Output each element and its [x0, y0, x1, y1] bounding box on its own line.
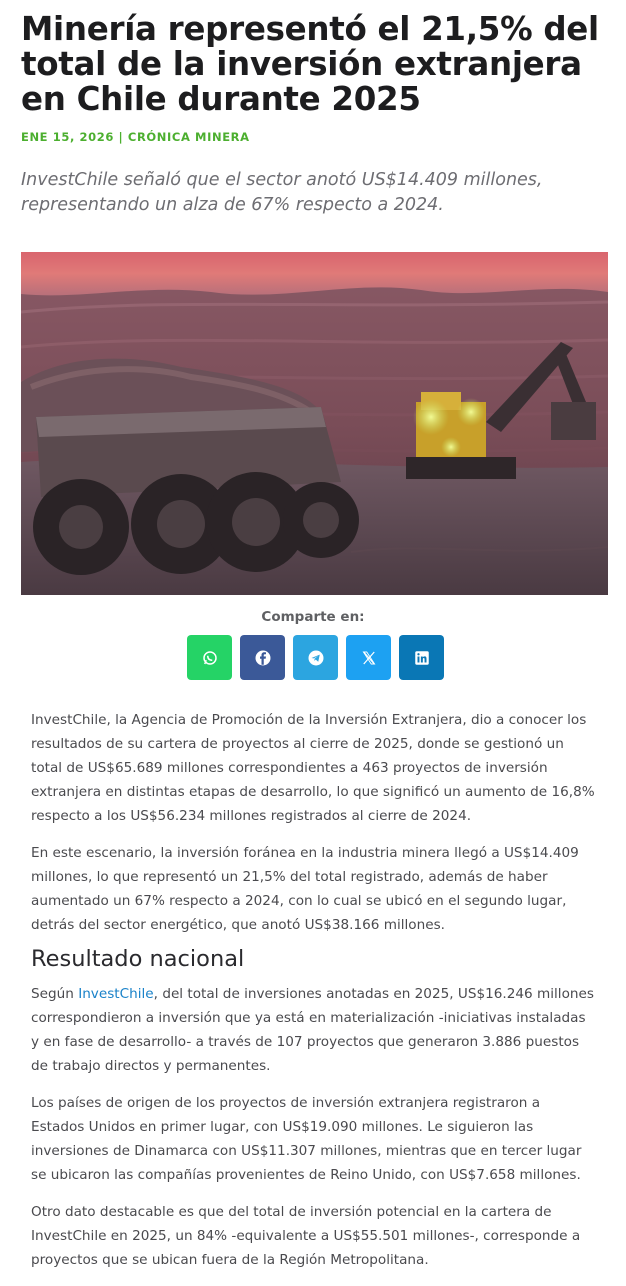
body-paragraph-5: Otro dato destacable es que del total de inversión potencial en la cartera de InvestChile en 2025, un 84% -equivalente a US$55.501 millones-, corresponde a proyectos que se ubican fuera de la Región Metropolitana. [31, 1204, 581, 1268]
share-facebook-button[interactable] [240, 635, 285, 680]
article-lead: InvestChile señaló que el sector anotó US$14.409 millones, representando un alza de 67% respecto a 2024. [21, 170, 543, 215]
p3-text-before: Según [31, 986, 79, 1002]
section-heading: Resultado nacional [31, 946, 245, 972]
investchile-link[interactable]: InvestChile [78, 986, 154, 1002]
share-telegram-button[interactable] [293, 635, 338, 680]
article-title: Minería representó el 21,5% del total de la inversión extranjera en Chile durante 2025 [21, 10, 599, 118]
body-paragraph-2: En este escenario, la inversión foránea en la industria minera llegó a US$14.409 millones, lo que representó un 21,5% del total registrado, además de haber aumentado un 67% respecto a 2024, con lo cual se ubicó en el segundo lugar, detrás del sector energético, que anotó US$38.166 millones. [31, 845, 579, 933]
hero-image [21, 252, 608, 595]
share-label: Comparte en: [261, 609, 365, 625]
linkedin-icon [413, 649, 431, 667]
telegram-icon [307, 649, 325, 667]
share-buttons [187, 635, 444, 680]
body-paragraph-3 [31, 982, 596, 1078]
body-paragraph-4: Los países de origen de los proyectos de inversión extranjera registraron a Estados Unidos en primer lugar, con US$19.090 millones. Le siguieron las inversiones de Dinamarca con US$11.307 millones, mientras que en tercer lugar se ubicaron las compañías provenientes de Reino Unido, con US$7.658 millones. [31, 1095, 582, 1183]
facebook-icon [254, 649, 272, 667]
share-whatsapp-button[interactable] [187, 635, 232, 680]
share-linkedin-button[interactable] [399, 635, 444, 680]
share-x-button[interactable] [346, 635, 391, 680]
whatsapp-icon [201, 649, 219, 667]
x-icon [360, 649, 378, 667]
p3-text-after: , del total de inversiones anotadas en 2025, US$16.246 millones correspondieron a inversión que ya está en materialización -iniciativas instaladas y en fase de desarrollo- a través de 107 proyectos que generaron 3.886 puestos de trabajo directos y permanentes. [31, 986, 594, 1074]
article-meta: ENE 15, 2026 | CRÓNICA MINERA [21, 130, 250, 144]
body-paragraph-1: InvestChile, la Agencia de Promoción de la Inversión Extranjera, dio a conocer los resultados de su cartera de proyectos al cierre de 2025, donde se gestionó un total de US$65.689 millones correspondientes a 463 proyectos de inversión extranjera en distintas etapas de desarrollo, lo que significó un aumento de 16,8% respecto a los US$56.234 millones registrados al cierre de 2024. [31, 712, 595, 824]
